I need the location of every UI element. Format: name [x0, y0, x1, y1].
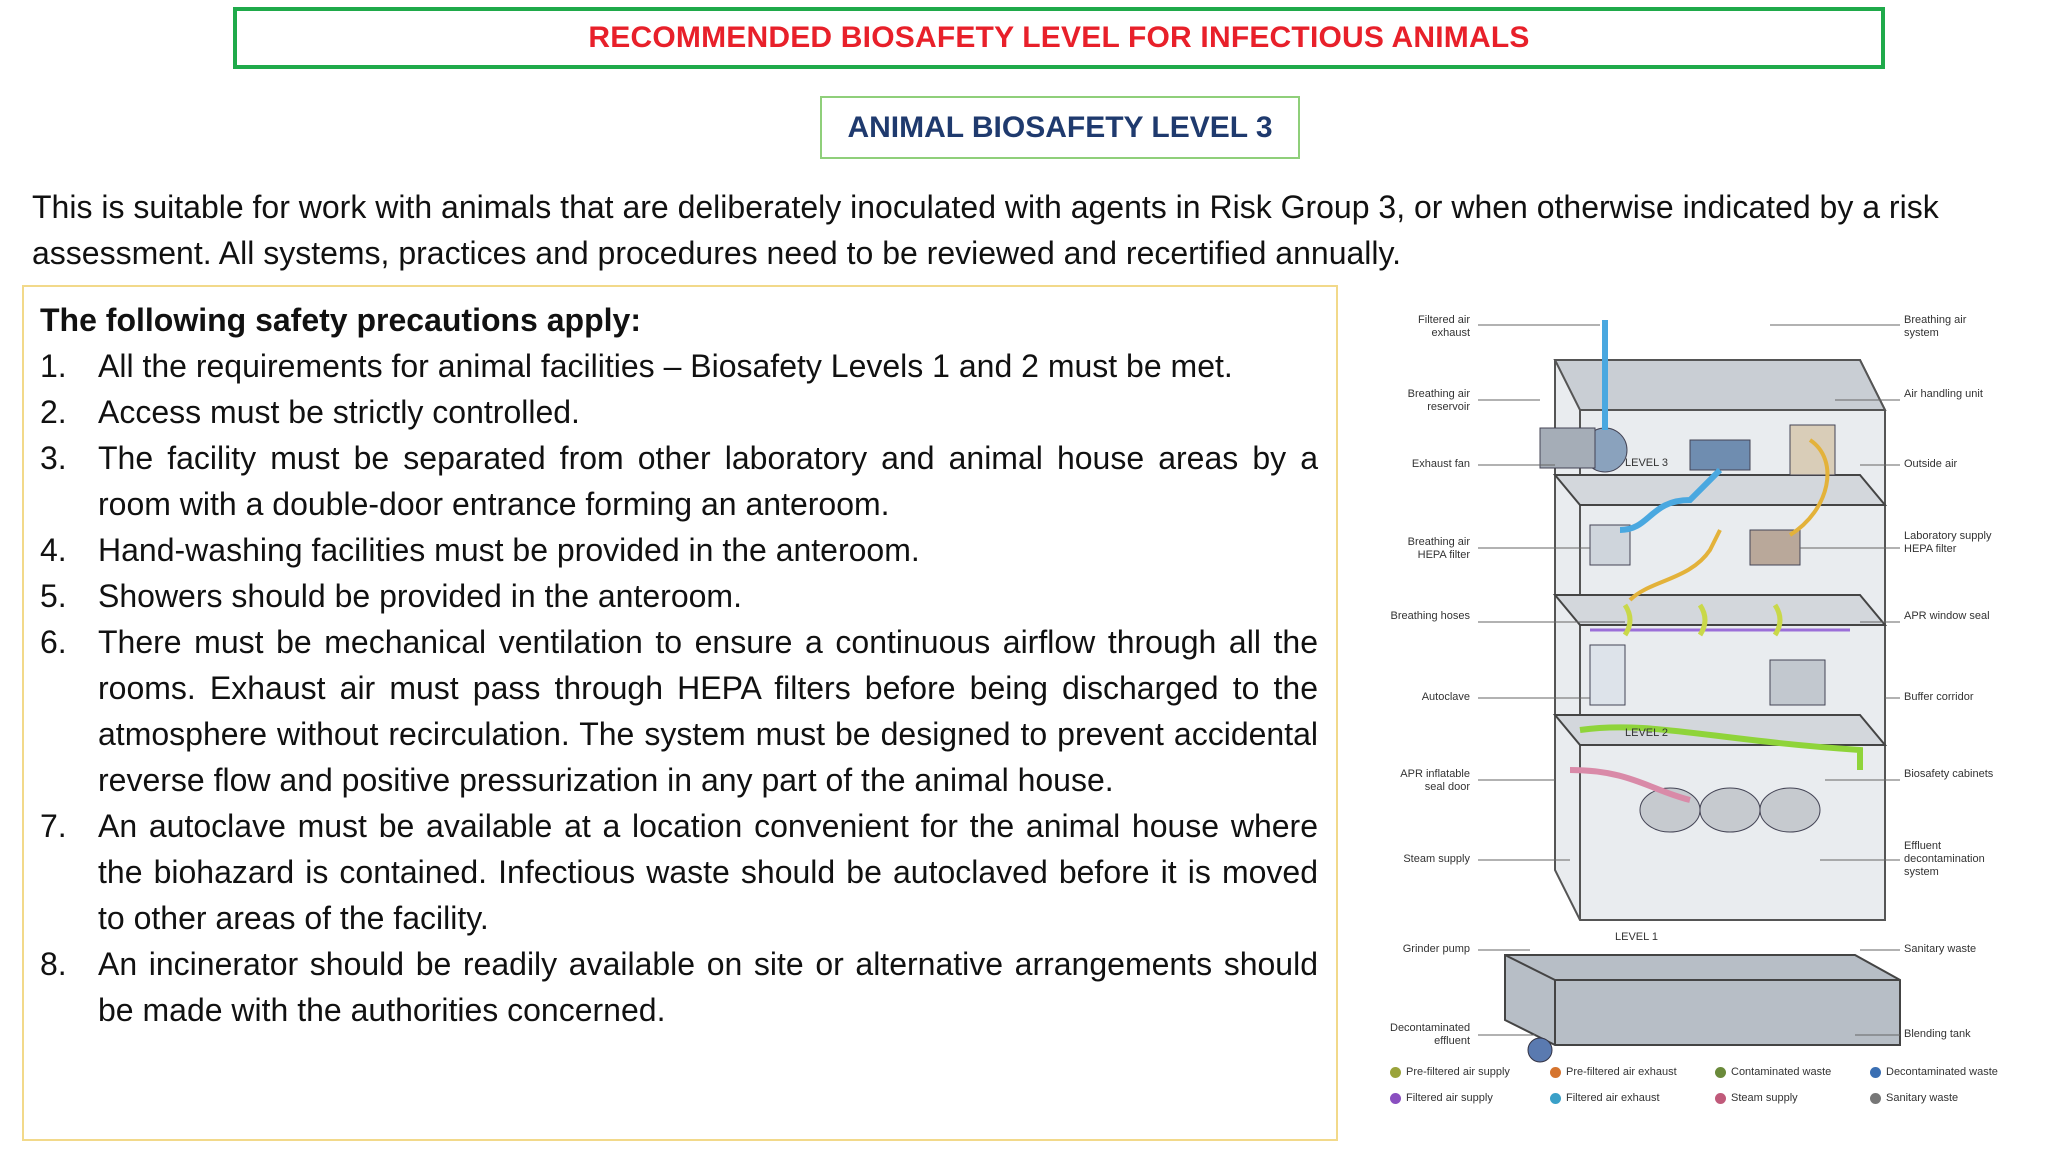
main-title: RECOMMENDED BIOSAFETY LEVEL FOR INFECTIOUS ANIMALS [588, 21, 1530, 54]
legend-item [1870, 1092, 1958, 1104]
level-3-label: LEVEL 3 [1625, 457, 1669, 469]
label-apr-inflatable-seal-door: APR inflatable seal door [1400, 768, 1470, 793]
legend-label: Pre-filtered air exhaust [1566, 1066, 1677, 1078]
label-decontaminated-effluent: Decontaminated effluent [1390, 1022, 1471, 1047]
label-autoclave: Autoclave [1421, 691, 1470, 703]
pipe-swatch-icon [1550, 1067, 1561, 1078]
label-breathing-air-hepa-filter: Breathing air HEPA filter [1407, 536, 1470, 561]
item-text: Showers should be provided in the anteroom. [98, 578, 742, 614]
item-text: All the requirements for animal facilities – Biosafety Levels 1 and 2 must be met. [98, 348, 1233, 384]
legend-label: Filtered air exhaust [1566, 1092, 1660, 1104]
biosafety-cabinet [1770, 660, 1825, 705]
legend-label: Contaminated waste [1731, 1066, 1832, 1078]
pipe-swatch-icon [1550, 1093, 1561, 1104]
item-text: An incinerator should be readily available on site or alternative arrangements should be made with the authorities concerned. [98, 946, 1318, 1028]
list-item [40, 527, 1320, 573]
subtitle: ANIMAL BIOSAFETY LEVEL 3 [847, 110, 1273, 144]
legend-item [1390, 1066, 1510, 1078]
list-item [40, 435, 1320, 527]
item-text: Hand-washing facilities must be provided in the anteroom. [98, 532, 920, 568]
label-breathing-air-system: Breathing air system [1904, 314, 1967, 339]
list-item [40, 389, 1320, 435]
list-item [40, 803, 1320, 941]
facility-diagram [1390, 300, 2000, 1130]
label-exhaust-fan: Exhaust fan [1411, 458, 1470, 470]
intro-paragraph: This is suitable for work with animals that are deliberately inoculated with agents in Risk Group 3, or when otherwise indicated by a risk assessment. All systems, practices and procedures need to be reviewed and recertified annually. [32, 189, 1939, 271]
legend-item [1550, 1092, 1660, 1104]
diagram-legend [1390, 1066, 2030, 1126]
label-steam-supply: Steam supply [1403, 853, 1470, 865]
label-buffer-corridor: Buffer corridor [1904, 691, 1974, 703]
item-text: There must be mechanical ventilation to ensure a continuous airflow through all the rooms. Exhaust air must pass through HEPA filters before being discharged to the atmosphere without recirculation. The system must be designed to prevent accidental reverse flow and positive pressurization in any part of the animal house. [98, 624, 1318, 798]
list-item [40, 619, 1320, 803]
autoclave [1590, 645, 1625, 705]
item-number: 2. [40, 394, 67, 430]
list-item [40, 941, 1320, 1033]
grinder-pump [1528, 1038, 1552, 1062]
pipe-swatch-icon [1390, 1093, 1401, 1104]
pipe-swatch-icon [1390, 1067, 1401, 1078]
breathing-air-reservoir [1540, 428, 1595, 468]
legend-label: Steam supply [1731, 1092, 1798, 1104]
legend-label: Pre-filtered air supply [1406, 1066, 1510, 1078]
label-effluent-decontamination-system: Effluent decontamination system [1904, 840, 1985, 878]
label-breathing-hoses: Breathing hoses [1390, 610, 1470, 622]
legend-item [1390, 1092, 1493, 1104]
legend-item [1715, 1066, 1831, 1078]
legend-label: Sanitary waste [1886, 1092, 1959, 1104]
item-text: Access must be strictly controlled. [98, 394, 580, 430]
floor-slab-2 [1555, 595, 1885, 625]
item-number: 3. [40, 440, 67, 476]
pipe-swatch-icon [1870, 1067, 1881, 1078]
label-grinder-pump: Grinder pump [1402, 943, 1470, 955]
label-laboratory-supply-hepa-filter: Laboratory supply HEPA filter [1904, 530, 1992, 555]
decon-tank-3 [1760, 788, 1820, 832]
subtitle-box [820, 96, 1300, 159]
label-outside-air: Outside air [1904, 458, 1958, 470]
legend-item [1550, 1066, 1677, 1078]
legend-item [1715, 1092, 1798, 1104]
blending-tank [1505, 955, 1900, 1045]
level-1-label: LEVEL 1 [1615, 931, 1659, 943]
legend-item [1870, 1066, 1998, 1078]
item-text: An autoclave must be available at a location convenient for the animal house where the biohazard is contained. Infectious waste should be autoclaved before it is moved to other areas of the facility. [98, 808, 1318, 936]
pipe-swatch-icon [1870, 1093, 1881, 1104]
hepa-filter-bank [1690, 440, 1750, 470]
precautions-box [22, 285, 1338, 1141]
label-breathing-air-reservoir: Breathing air reservoir [1407, 388, 1470, 413]
decon-tank-2 [1700, 788, 1760, 832]
label-filtered-air-exhaust: Filtered air exhaust [1418, 314, 1470, 339]
item-text: The facility must be separated from other laboratory and animal house areas by a room with a double-door entrance forming an anteroom. [98, 440, 1318, 522]
legend-label: Decontaminated waste [1886, 1066, 1998, 1078]
precautions-list [40, 343, 1320, 1033]
item-number: 7. [40, 808, 67, 844]
floor-slab-3 [1555, 475, 1885, 505]
legend-label: Filtered air supply [1406, 1092, 1493, 1104]
label-sanitary-waste: Sanitary waste [1904, 943, 1977, 955]
level-2-label: LEVEL 2 [1625, 727, 1669, 739]
label-air-handling-unit: Air handling unit [1904, 388, 1983, 400]
precautions-heading: The following safety precautions apply: [40, 302, 641, 338]
list-item [40, 573, 1320, 619]
item-number: 4. [40, 532, 67, 568]
item-number: 8. [40, 946, 67, 982]
item-number: 5. [40, 578, 67, 614]
pipe-swatch-icon [1715, 1067, 1726, 1078]
main-title-box [233, 7, 1885, 69]
label-biosafety-cabinets: Biosafety cabinets [1904, 768, 1994, 780]
item-number: 6. [40, 624, 67, 660]
list-item [40, 343, 1320, 389]
label-blending-tank: Blending tank [1904, 1028, 1971, 1040]
label-apr-window-seal: APR window seal [1904, 610, 1990, 622]
pipe-swatch-icon [1715, 1093, 1726, 1104]
item-number: 1. [40, 348, 67, 384]
